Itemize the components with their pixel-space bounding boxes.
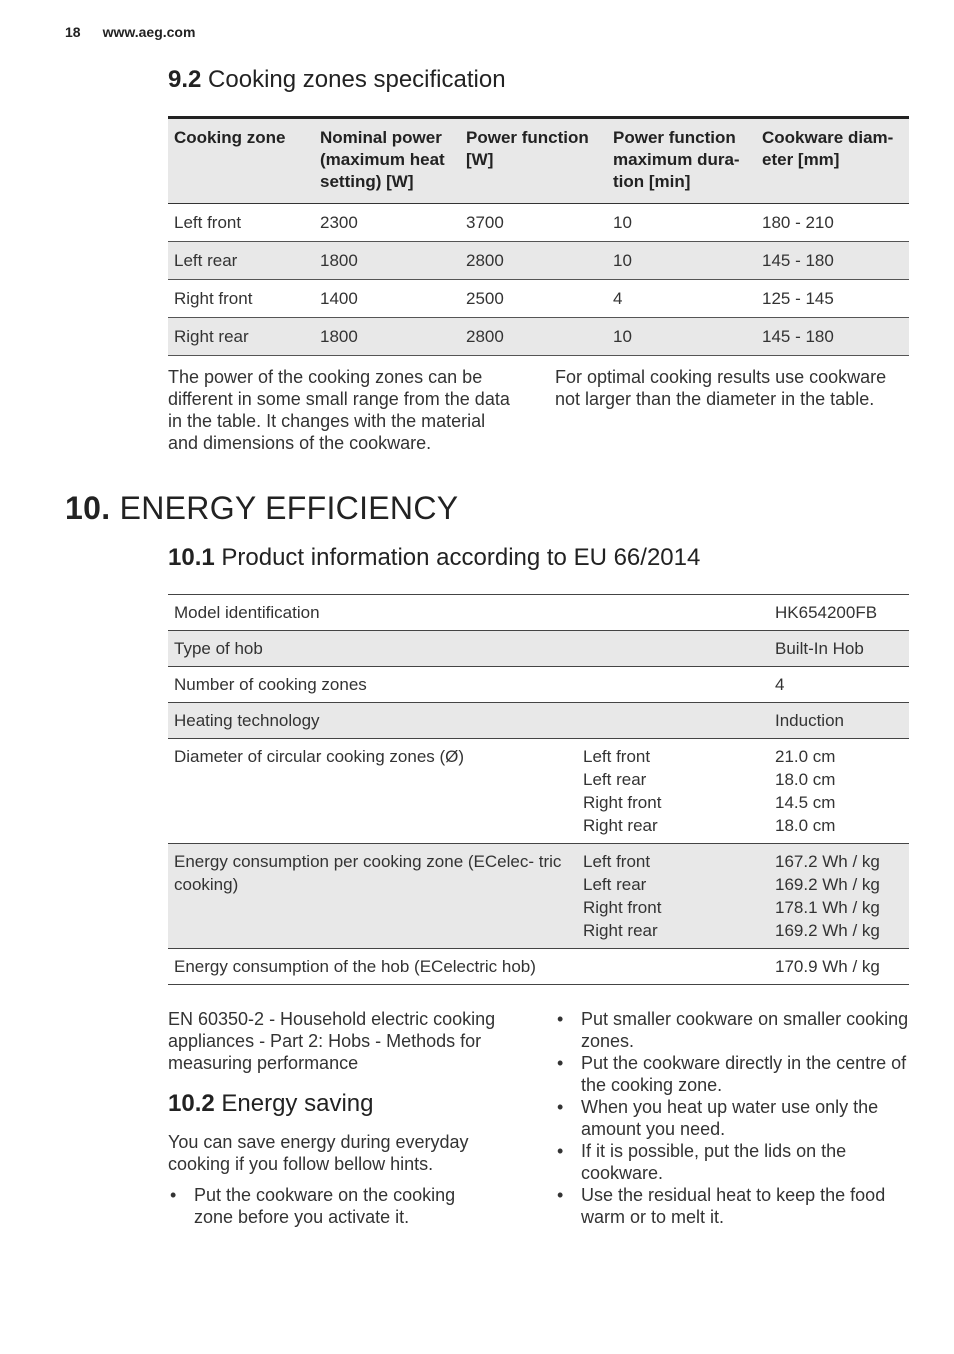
table-row bbox=[168, 703, 909, 739]
zone-label: Right front bbox=[583, 793, 662, 812]
table-row bbox=[168, 844, 909, 949]
parameter-label: Energy consumption per cooking zone (ECelec- tric cooking) bbox=[168, 844, 577, 949]
list-item: • Use the residual heat to keep the food warm or to melt it. bbox=[555, 1184, 909, 1228]
column-header: Cookware diam- eter [mm] bbox=[756, 118, 909, 204]
table-cell: 10 bbox=[607, 242, 756, 280]
parameter-value: HK654200FB bbox=[775, 603, 878, 622]
table-row bbox=[168, 631, 909, 667]
zone-label: Right front bbox=[583, 898, 662, 917]
section-number: 10. bbox=[65, 490, 111, 526]
table-cell: 10 bbox=[607, 318, 756, 356]
zone-label: Left front bbox=[583, 852, 651, 871]
parameter-value: Induction bbox=[775, 711, 844, 730]
section-number: 9.2 bbox=[168, 66, 202, 93]
table-cell: 2300 bbox=[314, 204, 460, 242]
table-cell: 1800 bbox=[314, 242, 460, 280]
table-cell: 145 - 180 bbox=[756, 242, 909, 280]
table-cell: 3700 bbox=[460, 204, 607, 242]
zone-column bbox=[577, 949, 769, 985]
zone-label: Left rear bbox=[583, 770, 647, 789]
parameter-label: Number of cooking zones bbox=[174, 675, 367, 694]
parameter-value: 21.0 cm bbox=[775, 747, 836, 766]
section-number: 10.2 bbox=[168, 1090, 215, 1117]
parameter-value: 167.2 Wh / kg bbox=[775, 852, 880, 871]
value-column bbox=[769, 949, 909, 985]
column-header: Power function [W] bbox=[460, 118, 607, 204]
zone-label: Right rear bbox=[583, 816, 658, 835]
zone-label: Left rear bbox=[583, 875, 647, 894]
parameter-label: Type of hob bbox=[168, 631, 577, 667]
value-column bbox=[769, 667, 909, 703]
parameter-label: Model identification bbox=[174, 603, 320, 622]
table-cell: 2800 bbox=[460, 318, 607, 356]
table-cell: 125 - 145 bbox=[756, 280, 909, 318]
cookware-diameter-note: For optimal cooking results use cookware not larger than the diameter in the table. bbox=[555, 367, 887, 409]
section-10-heading bbox=[65, 490, 458, 527]
table-row bbox=[168, 318, 909, 356]
table-cell: 180 - 210 bbox=[756, 204, 909, 242]
value-column bbox=[769, 631, 909, 667]
table-row bbox=[168, 595, 909, 631]
power-variation-note: The power of the cooking zones can be different in some small range from the data in the table. It changes with the material and dimensions of the cookware. bbox=[168, 367, 510, 453]
value-column bbox=[769, 703, 909, 739]
zone-column bbox=[577, 844, 769, 949]
column-header: Power function maximum dura- tion [min] bbox=[607, 118, 756, 204]
table-row bbox=[168, 739, 909, 844]
table-header-row bbox=[168, 118, 909, 204]
table-cell: 1800 bbox=[314, 318, 460, 356]
table-cell: 10 bbox=[607, 204, 756, 242]
table-row bbox=[168, 949, 909, 985]
section-10-2-heading bbox=[168, 1090, 373, 1118]
table-cell: 2800 bbox=[460, 242, 607, 280]
page-number: 18 bbox=[65, 24, 81, 40]
table-cell: 145 - 180 bbox=[756, 318, 909, 356]
parameter-value: 4 bbox=[775, 675, 785, 694]
zone-column bbox=[577, 739, 769, 844]
parameter-value: 169.2 Wh / kg bbox=[775, 921, 880, 940]
zone-column bbox=[577, 667, 769, 703]
energy-saving-intro: You can save energy during everyday cooking if you follow bellow hints. bbox=[168, 1132, 469, 1174]
parameter-label: Diameter of circular cooking zones (Ø) bbox=[174, 747, 465, 766]
table-cell: Right front bbox=[168, 280, 314, 318]
table-cell: 4 bbox=[607, 280, 756, 318]
list-item: • Put smaller cookware on smaller cooking zones. bbox=[555, 1008, 909, 1052]
table-cell: Left front bbox=[168, 204, 314, 242]
list-item: • If it is possible, put the lids on the cookware. bbox=[555, 1140, 909, 1184]
parameter-value: 178.1 Wh / kg bbox=[775, 898, 880, 917]
section-title: ENERGY EFFICIENCY bbox=[119, 490, 459, 526]
value-column bbox=[769, 739, 909, 844]
page-header bbox=[65, 24, 217, 40]
parameter-value: Built-In Hob bbox=[775, 639, 864, 658]
list-item: • Put the cookware directly in the centre of the cooking zone. bbox=[555, 1052, 909, 1096]
zone-label: Left front bbox=[583, 747, 651, 766]
section-title: Product information according to EU 66/2014 bbox=[221, 544, 701, 571]
parameter-value: 18.0 cm bbox=[775, 816, 836, 835]
value-column bbox=[769, 595, 909, 631]
parameter-value: 169.2 Wh / kg bbox=[775, 875, 880, 894]
zone-column bbox=[577, 703, 769, 739]
table-cell: 1400 bbox=[314, 280, 460, 318]
list-item: • When you heat up water use only the amount you need. bbox=[555, 1096, 909, 1140]
parameter-label: Energy consumption of the hob (ECelectric hob) bbox=[174, 957, 536, 976]
section-number: 10.1 bbox=[168, 544, 215, 571]
table-row bbox=[168, 667, 909, 703]
parameter-label: Heating technology bbox=[168, 703, 577, 739]
table-cell: Left rear bbox=[168, 242, 314, 280]
list-item: • Put the cookware on the cooking zone before you activate it. bbox=[168, 1184, 498, 1228]
cooking-zones-spec-table bbox=[168, 116, 909, 356]
section-9-2-heading bbox=[168, 66, 506, 94]
value-column bbox=[769, 844, 909, 949]
table-row bbox=[168, 280, 909, 318]
zone-column bbox=[577, 595, 769, 631]
energy-tips-right bbox=[555, 1008, 909, 1228]
column-header: Cooking zone bbox=[168, 118, 314, 204]
parameter-value: 14.5 cm bbox=[775, 793, 836, 812]
section-10-1-heading bbox=[168, 544, 700, 572]
eu-product-info-table bbox=[168, 594, 909, 985]
zone-label: Right rear bbox=[583, 921, 658, 940]
parameter-value: 170.9 Wh / kg bbox=[775, 957, 880, 976]
energy-tips-left bbox=[168, 1184, 498, 1228]
column-header: Nominal power (maximum heat setting) [W] bbox=[314, 118, 460, 204]
zone-column bbox=[577, 631, 769, 667]
table-row bbox=[168, 242, 909, 280]
site-url: www.aeg.com bbox=[102, 24, 196, 40]
section-title: Energy saving bbox=[221, 1090, 374, 1117]
table-row bbox=[168, 204, 909, 242]
table-cell: Right rear bbox=[168, 318, 314, 356]
standard-note: EN 60350-2 - Household electric cooking appliances - Part 2: Hobs - Methods for measuring performance bbox=[168, 1009, 496, 1073]
parameter-value: 18.0 cm bbox=[775, 770, 836, 789]
section-title: Cooking zones specification bbox=[208, 66, 506, 93]
table-cell: 2500 bbox=[460, 280, 607, 318]
